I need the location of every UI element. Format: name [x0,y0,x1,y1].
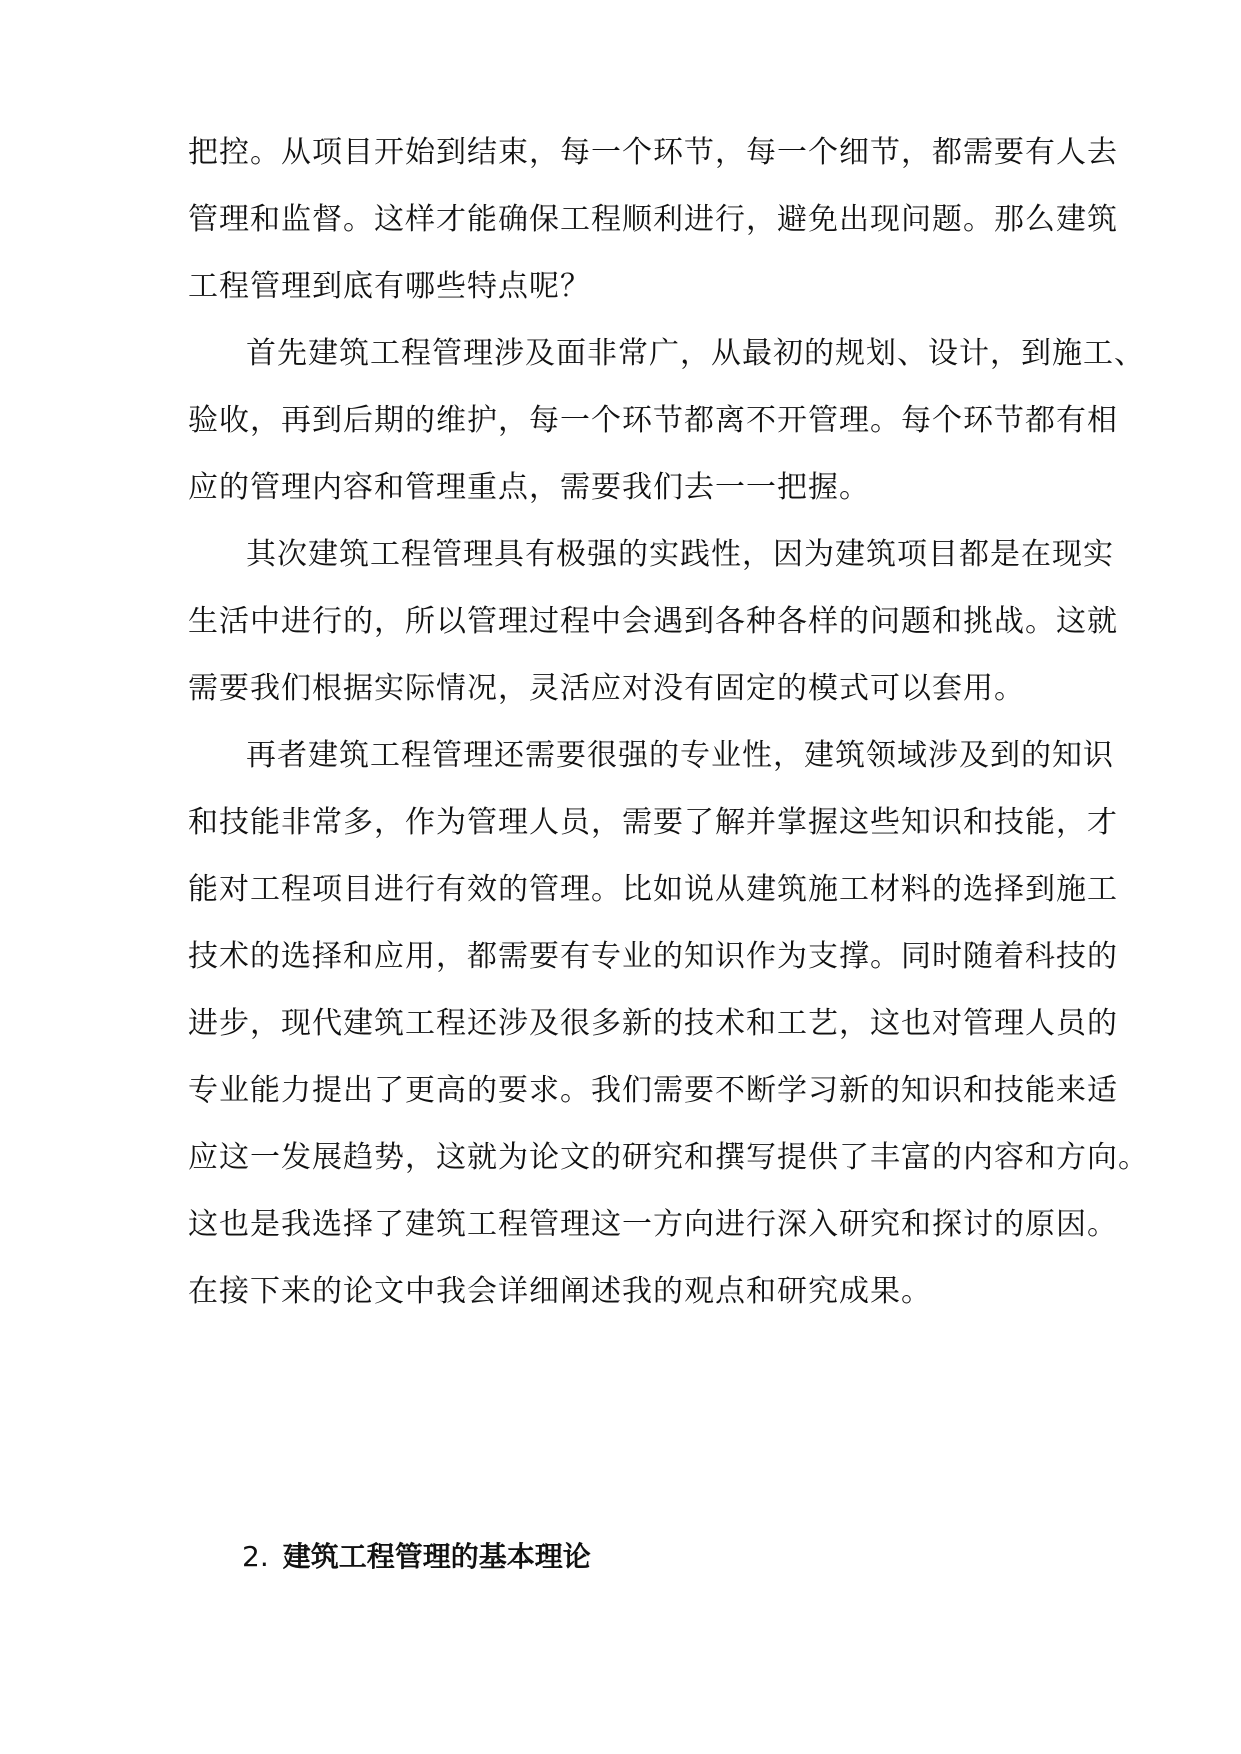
text-line: 其次建筑工程管理具有极强的实践性，因为建筑项目都是在现实 [246,537,1114,572]
section-number: 2. [242,1540,269,1573]
text-line: 这也是我选择了建筑工程管理这一方向进行深入研究和探讨的原因。 [188,1207,1118,1242]
text-line: 验收，再到后期的维护，每一个环节都离不开管理。每个环节都有相 [188,403,1118,438]
section-heading [242,1537,591,1577]
text-line: 应的管理内容和管理重点，需要我们去一一把握。 [188,470,870,505]
text-line: 把控。从项目开始到结束，每一个环节，每一个细节，都需要有人去 [188,135,1118,170]
text-line: 首先建筑工程管理涉及面非常广，从最初的规划、设计，到施工、 [246,336,1145,371]
text-line: 需要我们根据实际情况，灵活应对没有固定的模式可以套用。 [188,671,1025,706]
text-line: 技术的选择和应用，都需要有专业的知识作为支撑。同时随着科技的 [188,939,1118,974]
text-line: 在接下来的论文中我会详细阐述我的观点和研究成果。 [188,1274,932,1309]
text-line: 和技能非常多，作为管理人员，需要了解并掌握这些知识和技能，才 [188,805,1118,840]
text-line: 应这一发展趋势，这就为论文的研究和撰写提供了丰富的内容和方向。 [188,1140,1149,1175]
text-line: 再者建筑工程管理还需要很强的专业性，建筑领域涉及到的知识 [246,738,1114,773]
text-line: 工程管理到底有哪些特点呢？ [188,269,591,304]
text-line: 进步，现代建筑工程还涉及很多新的技术和工艺，这也对管理人员的 [188,1006,1118,1041]
section-title: 建筑工程管理的基本理论 [282,1540,591,1573]
text-line: 专业能力提出了更高的要求。我们需要不断学习新的知识和技能来适 [188,1073,1118,1108]
text-line: 能对工程项目进行有效的管理。比如说从建筑施工材料的选择到施工 [188,872,1118,907]
text-line: 管理和监督。这样才能确保工程顺利进行，避免出现问题。那么建筑 [188,202,1118,237]
text-line: 生活中进行的，所以管理过程中会遇到各种各样的问题和挑战。这就 [188,604,1118,639]
